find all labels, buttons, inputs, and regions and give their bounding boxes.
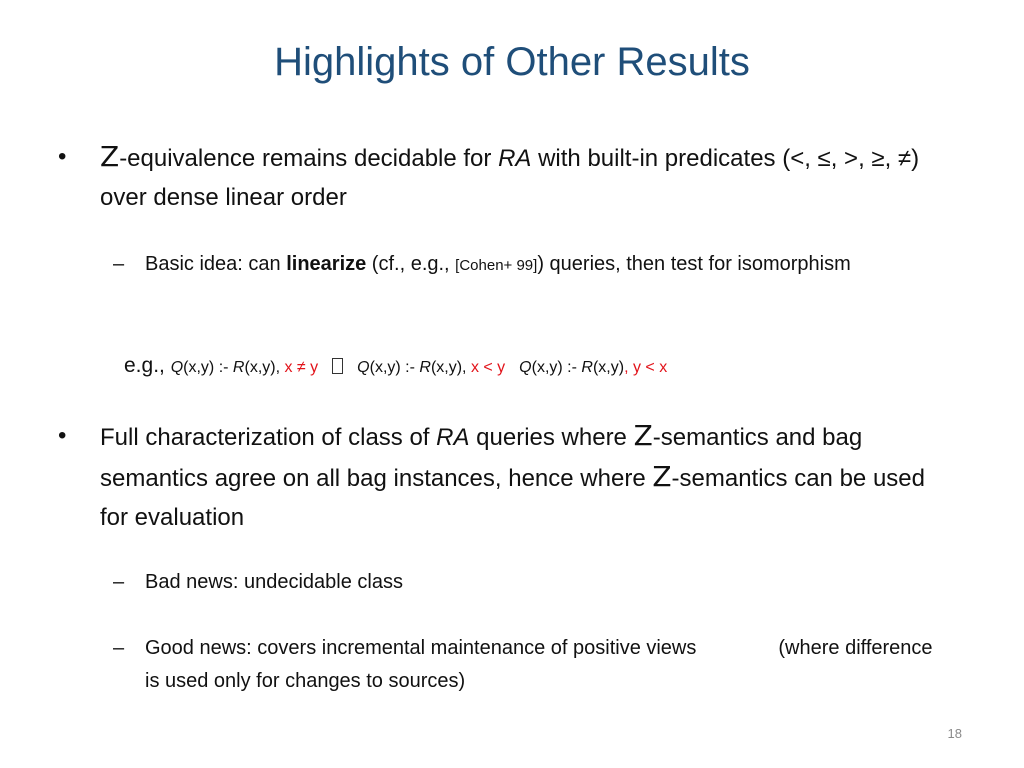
sub-bullet-dash: – [113,571,125,593]
query-body: (x,y) :- [183,359,233,376]
z-symbol: Z [652,460,672,493]
sub-bullet-text [145,248,933,282]
text-segment: with built-in predicates (<, ≤, >, ≥, ≠) over dense linear order [100,145,920,211]
sub-bullet-dash: – [113,637,125,659]
condition-lt: x < y [470,359,506,376]
example-line [124,352,667,382]
query-body: (x,y) :- [369,359,420,376]
bold-term: linearize [286,253,367,275]
text-segment: ) queries, then test for isomorphism [537,253,851,275]
bullet-z-equivalence [58,137,958,217]
z-symbol: Z [100,140,120,173]
relation-name: R [419,359,431,376]
relation-args: (x,y) [592,359,625,376]
text-segment: queries where [469,424,634,451]
bullet-text [100,416,958,537]
bullet-dot: • [58,422,67,449]
query-body: (x,y) :- [531,359,582,376]
page-number: 18 [947,726,962,741]
text-segment: (where difference is used only for changes to sources) [145,637,933,692]
sub-bullet-text [145,632,933,698]
text-segment: -equivalence remains decidable for [119,145,499,172]
query-head: Q [357,359,370,376]
query-head: Q [170,359,184,376]
sub-bullet-linearize [113,248,933,282]
relation-name: R [232,359,245,376]
equivalence-symbol [332,358,343,374]
ra-term: RA [436,424,470,451]
text-segment: -semantics and bag semantics agree on all bag instances, hence where [100,424,863,492]
text-segment: (cf., e.g., [366,253,456,275]
relation-args: (x,y), [430,359,471,376]
condition-gt: , y < x [624,359,668,376]
text-segment: Full characterization of class of [100,424,437,451]
sub-bullet-dash: – [113,253,125,275]
citation: [Cohen+ 99] [455,257,538,274]
relation-args: (x,y), [244,359,285,376]
ra-term: RA [498,145,532,172]
sub-bullet-bad-news [113,566,933,599]
text-segment: -semantics can be used for evaluation [100,465,925,531]
text-segment: Basic idea: can [145,253,287,275]
sub-bullet-good-news [113,632,933,698]
bullet-text [100,137,958,217]
bullet-dot: • [58,143,67,170]
z-symbol: Z [633,419,653,452]
sub-bullet-text: Bad news: undecidable class [145,571,403,593]
bullet-full-characterization [58,416,958,537]
query-head: Q [519,359,532,376]
condition-neq: x ≠ y [284,359,319,376]
slide-title: Highlights of Other Results [274,40,750,84]
text-segment: Good news: covers incremental maintenance of positive views [145,637,697,659]
relation-name: R [581,359,593,376]
example-lead: e.g., [124,354,171,377]
